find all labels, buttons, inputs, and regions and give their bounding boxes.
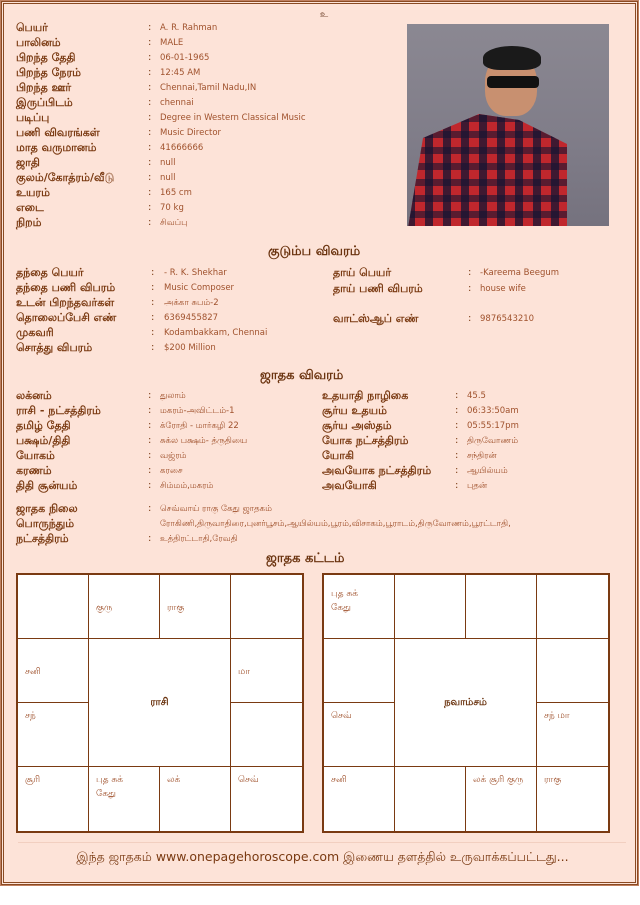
label-assets: சொத்து விபரம்: [16, 341, 93, 354]
colon: :: [148, 112, 152, 123]
value-caste: null: [160, 158, 176, 168]
label-avayogi: அவயோகி: [322, 479, 377, 492]
value-avayoga-star: ஆயில்யம்: [467, 466, 508, 476]
colon: :: [148, 390, 152, 401]
label-complexion: நிறம்: [16, 216, 42, 229]
rasi-cell-r1c3: மா: [230, 638, 303, 703]
label-father-name: தந்தை பெயர்: [16, 266, 84, 279]
label-jathagam-status: ஜாதக நிலை: [16, 502, 78, 515]
navamsam-cell-r3c3: ராகு: [536, 766, 609, 832]
charts-heading: ஜாதக கட்டம்: [266, 551, 345, 566]
value-thithi-soonyam: சிம்மம்,மகரம்: [160, 481, 214, 491]
navamsam-cell-r3c2: லக் சூரி குரு: [465, 766, 537, 832]
value-assets: $200 Million: [164, 343, 216, 353]
colon: :: [148, 405, 152, 416]
value-birth-date: 06-01-1965: [160, 53, 210, 63]
colon: :: [468, 267, 472, 278]
colon: :: [148, 142, 152, 153]
colon: :: [455, 390, 459, 401]
label-whatsapp: வாட்ஸ்ஆப் எண்: [333, 312, 419, 325]
value-matching-stars-2: உத்திரட்டாதி,ரேவதி: [160, 534, 238, 544]
photo-hair: [483, 46, 541, 70]
label-caste: ஜாதி: [16, 156, 40, 169]
value-yoga-star: திருவோணம்: [467, 436, 519, 446]
navamsam-cell-r0c3: [536, 574, 609, 639]
navamsam-cell-r1c0: [323, 638, 395, 703]
label-phone: தொலைப்பேசி எண்: [16, 311, 117, 324]
label-yogi: யோகி: [322, 449, 355, 462]
value-sunrise: 06:33:50am: [467, 406, 519, 416]
label-gender: பாலினம்: [16, 36, 61, 49]
photo-glasses: [487, 76, 539, 88]
value-gothram: null: [160, 173, 176, 183]
colon: :: [148, 187, 152, 198]
jathagam-heading: ஜாதக விவரம்: [260, 368, 344, 383]
colon: :: [148, 202, 152, 213]
label-paksham-thithi: பக்ஷம்/திதி: [16, 434, 71, 447]
value-complexion: சிவப்பு: [160, 218, 188, 228]
value-birth-place: Chennai,Tamil Nadu,IN: [160, 83, 257, 93]
label-father-job: தந்தை பணி விபரம்: [16, 281, 116, 294]
colon: :: [455, 465, 459, 476]
navamsam-cell-r0c1: [394, 574, 466, 639]
rasi-cell-r1c0: சனி: [17, 638, 89, 703]
rasi-cell-r3c1: புத சுக் கேது: [88, 766, 160, 832]
value-name: A. R. Rahman: [160, 23, 218, 33]
colon: :: [455, 450, 459, 461]
value-lagnam: துலாம்: [160, 391, 186, 401]
label-yoga-star: யோக நட்சத்திரம்: [322, 434, 409, 447]
colon: :: [455, 420, 459, 431]
horoscope-page: [1, 1, 638, 885]
label-matching-2: நட்சத்திரம்: [16, 532, 69, 545]
colon: :: [148, 37, 152, 48]
value-karanam: கரசை: [160, 466, 183, 476]
colon: :: [148, 480, 152, 491]
label-sunrise: சூர்ய உதயம்: [322, 404, 387, 417]
colon: :: [468, 313, 472, 324]
value-gender: MALE: [160, 38, 184, 48]
label-yogam: யோகம்: [16, 449, 55, 462]
value-tamil-date: க்ரோதி - மார்கழி 22: [160, 421, 239, 431]
navamsam-cell-r3c1: [394, 766, 466, 832]
navamsam-cell-r2c0: செவ்: [323, 702, 395, 767]
value-mother-job: house wife: [480, 284, 526, 294]
label-education: படிப்பு: [16, 111, 50, 124]
rasi-cell-r0c1: குரு: [88, 574, 160, 639]
label-height: உயரம்: [16, 186, 50, 199]
rasi-cell-r2c3: [230, 702, 303, 767]
value-paksham-thithi: சுக்ல பக்ஷம்- த்ருதியை: [160, 436, 248, 446]
colon: :: [151, 327, 155, 338]
label-mother-name: தாய் பெயர்: [333, 266, 392, 279]
label-siblings: உடன் பிறந்தவர்கள்: [16, 296, 115, 309]
rasi-cell-r3c0: சூரி: [17, 766, 89, 832]
value-jathagam-status: செவ்வாய் ராகு கேது ஜாதகம்: [160, 504, 272, 514]
label-tamil-date: தமிழ் தேதி: [16, 419, 71, 432]
colon: :: [148, 533, 152, 544]
colon: :: [148, 435, 152, 446]
colon: :: [148, 52, 152, 63]
label-birth-date: பிறந்த தேதி: [16, 51, 76, 64]
rasi-chart: [16, 573, 304, 833]
colon: :: [455, 435, 459, 446]
navamsam-cell-r2c3: சந் மா: [536, 702, 609, 767]
colon: :: [148, 67, 152, 78]
value-sunset: 05:55:17pm: [467, 421, 519, 431]
colon: :: [148, 420, 152, 431]
label-lagnam: லக்னம்: [16, 389, 52, 402]
navamsam-center: [394, 638, 537, 767]
rasi-cell-r3c3: செவ்: [230, 766, 303, 832]
label-birth-time: பிறந்த நேரம்: [16, 66, 81, 79]
rasi-center: [88, 638, 231, 767]
colon: :: [151, 312, 155, 323]
label-karanam: கரணம்: [16, 464, 52, 477]
rasi-cell-r0c2: ராகு: [159, 574, 231, 639]
colon: :: [151, 282, 155, 293]
navamsam-cell-r0c2: [465, 574, 537, 639]
colon: :: [148, 157, 152, 168]
profile-photo: [407, 24, 609, 226]
navamsam-title: நவாம்சம்: [444, 697, 487, 708]
navamsam-cell-r1c3: [536, 638, 609, 703]
colon: :: [151, 267, 155, 278]
label-monthly-income: மாத வருமானம்: [16, 141, 97, 154]
label-thithi-soonyam: திதி சூன்யம்: [16, 479, 78, 492]
value-residence: chennai: [160, 98, 194, 108]
value-rasi-star: மகரம்-அவிட்டம்-1: [160, 406, 235, 416]
rasi-cell-r0c3: [230, 574, 303, 639]
value-weight: 70 kg: [160, 203, 184, 213]
value-mother-name: -Kareema Beegum: [480, 268, 560, 278]
colon: :: [148, 22, 152, 33]
label-birth-place: பிறந்த ஊர்: [16, 81, 72, 94]
colon: :: [148, 172, 152, 183]
rasi-title: ராசி: [150, 697, 169, 708]
value-birth-time: 12:45 AM: [160, 68, 201, 78]
colon: :: [468, 283, 472, 294]
top-mark: உ: [320, 10, 329, 20]
label-occupation: பணி விவரங்கள்: [16, 126, 100, 139]
value-address: Kodambakkam, Chennai: [164, 328, 268, 338]
photo-jacket: [407, 114, 567, 226]
colon: :: [148, 450, 152, 461]
value-occupation: Music Director: [160, 128, 222, 138]
footer-credit: இந்த ஜாதகம் www.onepagehoroscope.com இணைய தளத்தில் உருவாக்கப்பட்டது...: [76, 849, 569, 864]
colon: :: [148, 82, 152, 93]
navamsam-chart: [322, 573, 610, 833]
value-father-job: Music Composer: [164, 283, 235, 293]
label-udhayathi-nazhigai: உதயாதி நாழிகை: [322, 389, 409, 402]
value-matching-stars-1: ரோகிணி,திருவாதிரை,புனர்பூசம்,ஆயில்யம்,பூரம்,விசாகம்,பூராடம்,திருவோணம்,பூரட்டாதி,: [160, 519, 511, 529]
value-phone: 6369455827: [164, 313, 219, 323]
label-gothram: குலம்/கோத்ரம்/வீடு: [16, 171, 115, 184]
colon: :: [455, 480, 459, 491]
value-udhayathi-nazhigai: 45.5: [467, 391, 486, 401]
value-whatsapp: 9876543210: [480, 314, 535, 324]
value-height: 165 cm: [160, 188, 192, 198]
colon: :: [151, 297, 155, 308]
value-yogam: வஜ்ரம்: [160, 451, 187, 461]
label-address: முகவரி: [16, 326, 54, 339]
value-education: Degree in Western Classical Music: [160, 113, 306, 123]
rasi-cell-r0c0: [17, 574, 89, 639]
rasi-cell-r3c2: லக்: [159, 766, 231, 832]
label-residence: இருப்பிடம்: [16, 96, 73, 109]
colon: :: [455, 405, 459, 416]
label-name: பெயர்: [16, 21, 48, 34]
colon: :: [148, 127, 152, 138]
value-yogi: சந்திரன்: [467, 451, 497, 461]
value-father-name: - R. K. Shekhar: [164, 268, 227, 278]
value-avayogi: புதன்: [467, 481, 488, 491]
label-sunset: சூர்ய அஸ்தம்: [322, 419, 392, 432]
colon: :: [148, 503, 152, 514]
navamsam-cell-r0c0: புத சுக் கேது: [323, 574, 395, 639]
family-heading: குடும்ப விவரம்: [268, 244, 361, 259]
value-monthly-income: 41666666: [160, 143, 204, 153]
colon: :: [148, 217, 152, 228]
colon: :: [148, 97, 152, 108]
label-avayoga-star: அவயோக நட்சத்திரம்: [322, 464, 432, 477]
rasi-cell-r2c0: சந்: [17, 702, 89, 767]
footer-divider: [18, 842, 626, 843]
navamsam-cell-r3c0: சனி: [323, 766, 395, 832]
colon: :: [151, 342, 155, 353]
label-rasi-star: ராசி - நட்சத்திரம்: [16, 404, 101, 417]
label-mother-job: தாய் பணி விபரம்: [333, 282, 423, 295]
colon: :: [148, 465, 152, 476]
value-siblings: அக்கா சுபம்-2: [164, 298, 219, 308]
label-weight: எடை: [16, 201, 44, 214]
label-matching-1: பொருந்தும்: [16, 517, 75, 530]
